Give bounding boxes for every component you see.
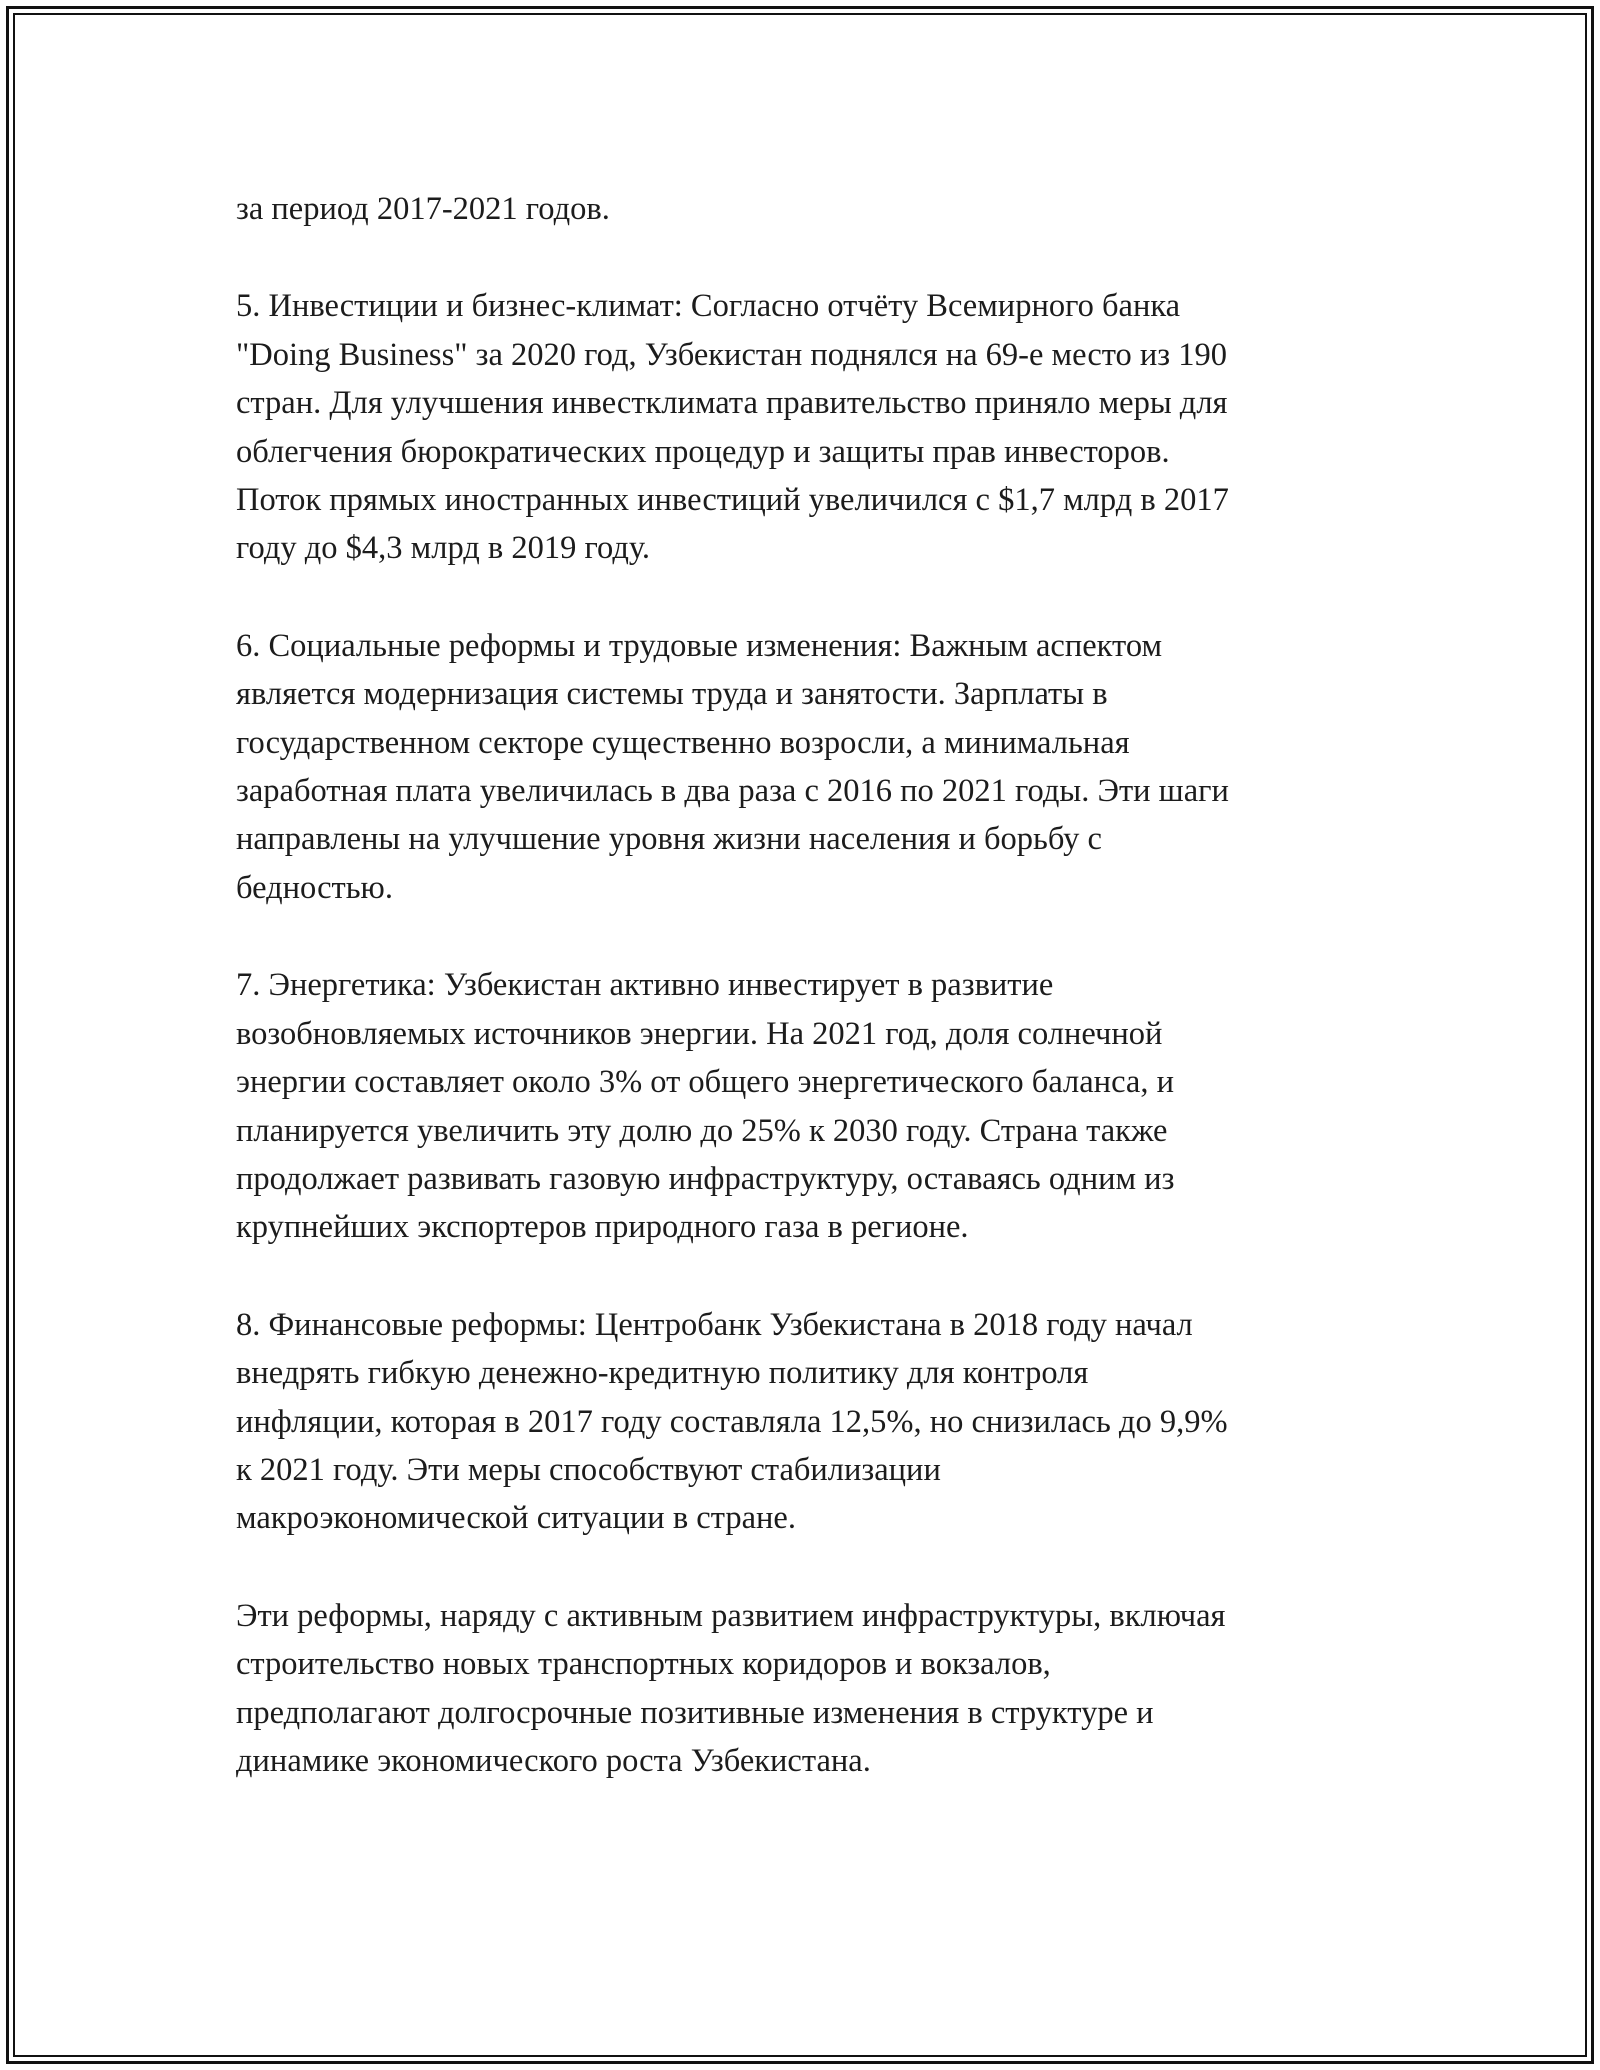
- text-line: планируется увеличить эту долю до 25% к 2030 году. Страна также: [236, 1112, 1168, 1149]
- text-line: продолжает развивать газовую инфраструктуру, оставаясь одним из: [236, 1160, 1175, 1197]
- text-line: 6. Социальные реформы и трудовые изменения: Важным аспектом: [236, 627, 1163, 664]
- text-line: 5. Инвестиции и бизнес-климат: Согласно отчёту Всемирного банка: [236, 288, 1181, 325]
- text-line: является модернизация системы труда и занятости. Зарплаты в: [236, 676, 1108, 713]
- text-line: за период 2017-2021 годов.: [236, 191, 610, 227]
- text-line: крупнейших экспортеров природного газа в регионе.: [236, 1209, 969, 1246]
- text-line: 8. Финансовые реформы: Центробанк Узбекистана в 2018 году начал: [236, 1306, 1193, 1343]
- document-body: [236, 185, 1376, 1834]
- text-line: инфляции, которая в 2017 году составляла 12,5%, но снизилась до 9,9%: [236, 1403, 1228, 1440]
- text-line: энергии составляет около 3% от общего энергетического баланса, и: [236, 1064, 1174, 1101]
- text-line: облегчения бюрократических процедур и защиты прав инвесторов.: [236, 433, 1170, 470]
- text-line: государственном секторе существенно возросли, а минимальная: [236, 724, 1130, 761]
- text-line: стран. Для улучшения инвестклимата правительство приняло меры для: [236, 385, 1228, 422]
- paragraph-financial-reforms: [236, 1301, 1376, 1543]
- text-line: макроэкономической ситуации в стране.: [236, 1500, 796, 1537]
- paragraph-investments: [236, 282, 1376, 572]
- text-line: к 2021 году. Эти меры способствуют стабилизации: [236, 1451, 941, 1488]
- paragraph-social-reforms: [236, 622, 1376, 912]
- paragraph-energy: [236, 961, 1376, 1251]
- text-line: Эти реформы, наряду с активным развитием инфраструктуры, включая: [236, 1597, 1226, 1634]
- text-line: Поток прямых иностранных инвестиций увеличился с $1,7 млрд в 2017: [236, 482, 1229, 519]
- text-line: внедрять гибкую денежно-кредитную политику для контроля: [236, 1355, 1089, 1392]
- text-line: возобновляемых источников энергии. На 2021 год, доля солнечной: [236, 1015, 1163, 1052]
- text-line: "Doing Business" за 2020 год, Узбекистан поднялся на 69-е место из 190: [236, 336, 1228, 373]
- paragraph-conclusion: [236, 1592, 1376, 1786]
- paragraph-intro-continuation: [236, 185, 1376, 233]
- text-line: направлены на улучшение уровня жизни населения и борьбу с: [236, 821, 1102, 858]
- text-line: предполагают долгосрочные позитивные изменения в структуре и: [236, 1694, 1154, 1731]
- text-line: заработная плата увеличилась в два раза с 2016 по 2021 годы. Эти шаги: [236, 773, 1229, 810]
- text-line: 7. Энергетика: Узбекистан активно инвестирует в развитие: [236, 967, 1054, 1004]
- text-line: строительство новых транспортных коридоров и вокзалов,: [236, 1646, 1051, 1683]
- text-line: динамике экономического роста Узбекистана.: [236, 1742, 871, 1779]
- text-line: году до $4,3 млрд в 2019 году.: [236, 530, 651, 567]
- text-line: бедностью.: [236, 869, 393, 906]
